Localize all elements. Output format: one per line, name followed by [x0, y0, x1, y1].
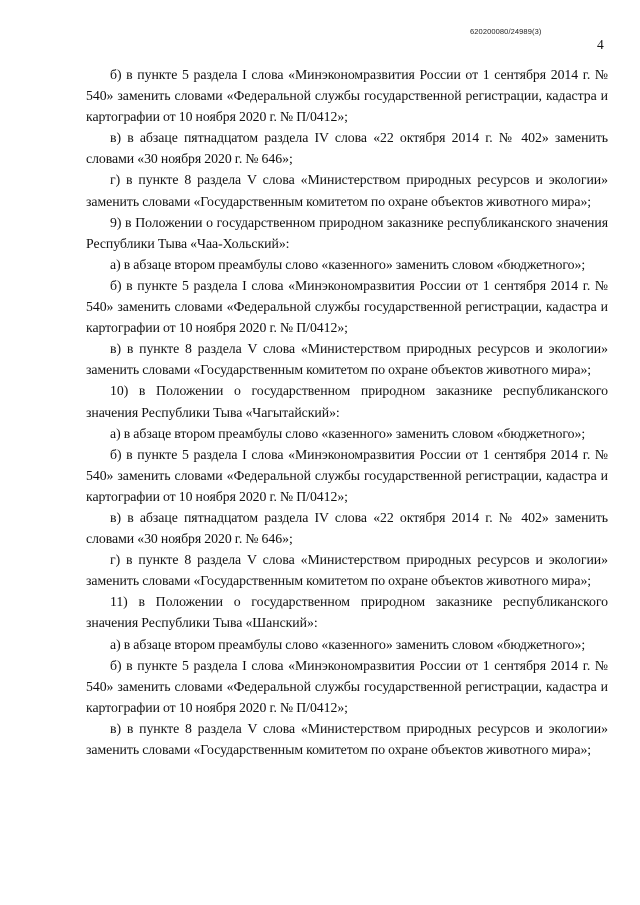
document-body: [86, 64, 608, 760]
paragraph: 9) в Положении о государственном природном заказнике республиканского значения Республики Тыва «Чаа-Хольский»:: [86, 214, 608, 251]
paragraph: б) в пункте 5 раздела I слова «Минэкономразвития России от 1 сентября 2014 г. № 540» заменить словами «Федеральной службы государственной регистрации, кадастра и картографии от 10 ноября 2020 г. № П/0412»;: [86, 657, 608, 715]
paragraph: г) в пункте 8 раздела V слова «Министерством природных ресурсов и экологии» заменить словами «Государственным комитетом по охране объектов животного мира»;: [86, 172, 608, 209]
paragraph: б) в пункте 5 раздела I слова «Минэкономразвития России от 1 сентября 2014 г. № 540» заменить словами «Федеральной службы государственной регистрации, кадастра и картографии от 10 ноября 2020 г. № П/0412»;: [86, 67, 608, 125]
paragraph: б) в пункте 5 раздела I слова «Минэкономразвития России от 1 сентября 2014 г. № 540» заменить словами «Федеральной службы государственной регистрации, кадастра и картографии от 10 ноября 2020 г. № П/0412»;: [86, 277, 608, 336]
paragraph: а) в абзаце втором преамбулы слово «казенного» заменить словом «бюджетного»;: [110, 256, 586, 272]
paragraph: в) в пункте 8 раздела V слова «Министерством природных ресурсов и экологии» заменить словами «Государственным комитетом по охране объектов животного мира»;: [86, 341, 608, 378]
paragraph: а) в абзаце втором преамбулы слово «казенного» заменить словом «бюджетного»;: [110, 425, 586, 441]
paragraph: 10) в Положении о государственном природном заказнике республиканского значения Республики Тыва «Чагытайский»:: [86, 383, 608, 420]
document-id: 620200080/24989(3): [470, 27, 542, 36]
page-number: 4: [597, 37, 604, 52]
paragraph: в) в абзаце пятнадцатом раздела IV слова «22 октября 2014 г. № 402» заменить словами «30 ноября 2020 г. № 646»;: [86, 130, 608, 167]
paragraph: г) в пункте 8 раздела V слова «Министерством природных ресурсов и экологии» заменить словами «Государственным комитетом по охране объектов животного мира»;: [86, 552, 608, 589]
paragraph: б) в пункте 5 раздела I слова «Минэкономразвития России от 1 сентября 2014 г. № 540» заменить словами «Федеральной службы государственной регистрации, кадастра и картографии от 10 ноября 2020 г. № П/0412»;: [86, 446, 608, 504]
paragraph: в) в абзаце пятнадцатом раздела IV слова «22 октября 2014 г. № 402» заменить словами «30 ноября 2020 г. № 646»;: [86, 509, 608, 547]
paragraph: а) в абзаце втором преамбулы слово «казенного» заменить словом «бюджетного»;: [110, 636, 586, 652]
paragraph: 11) в Положении о государственном природном заказнике республиканского значения Республики Тыва «Шанский»:: [86, 594, 608, 631]
paragraph: в) в пункте 8 раздела V слова «Министерством природных ресурсов и экологии» заменить словами «Государственным комитетом по охране объектов животного мира»;: [86, 720, 608, 757]
